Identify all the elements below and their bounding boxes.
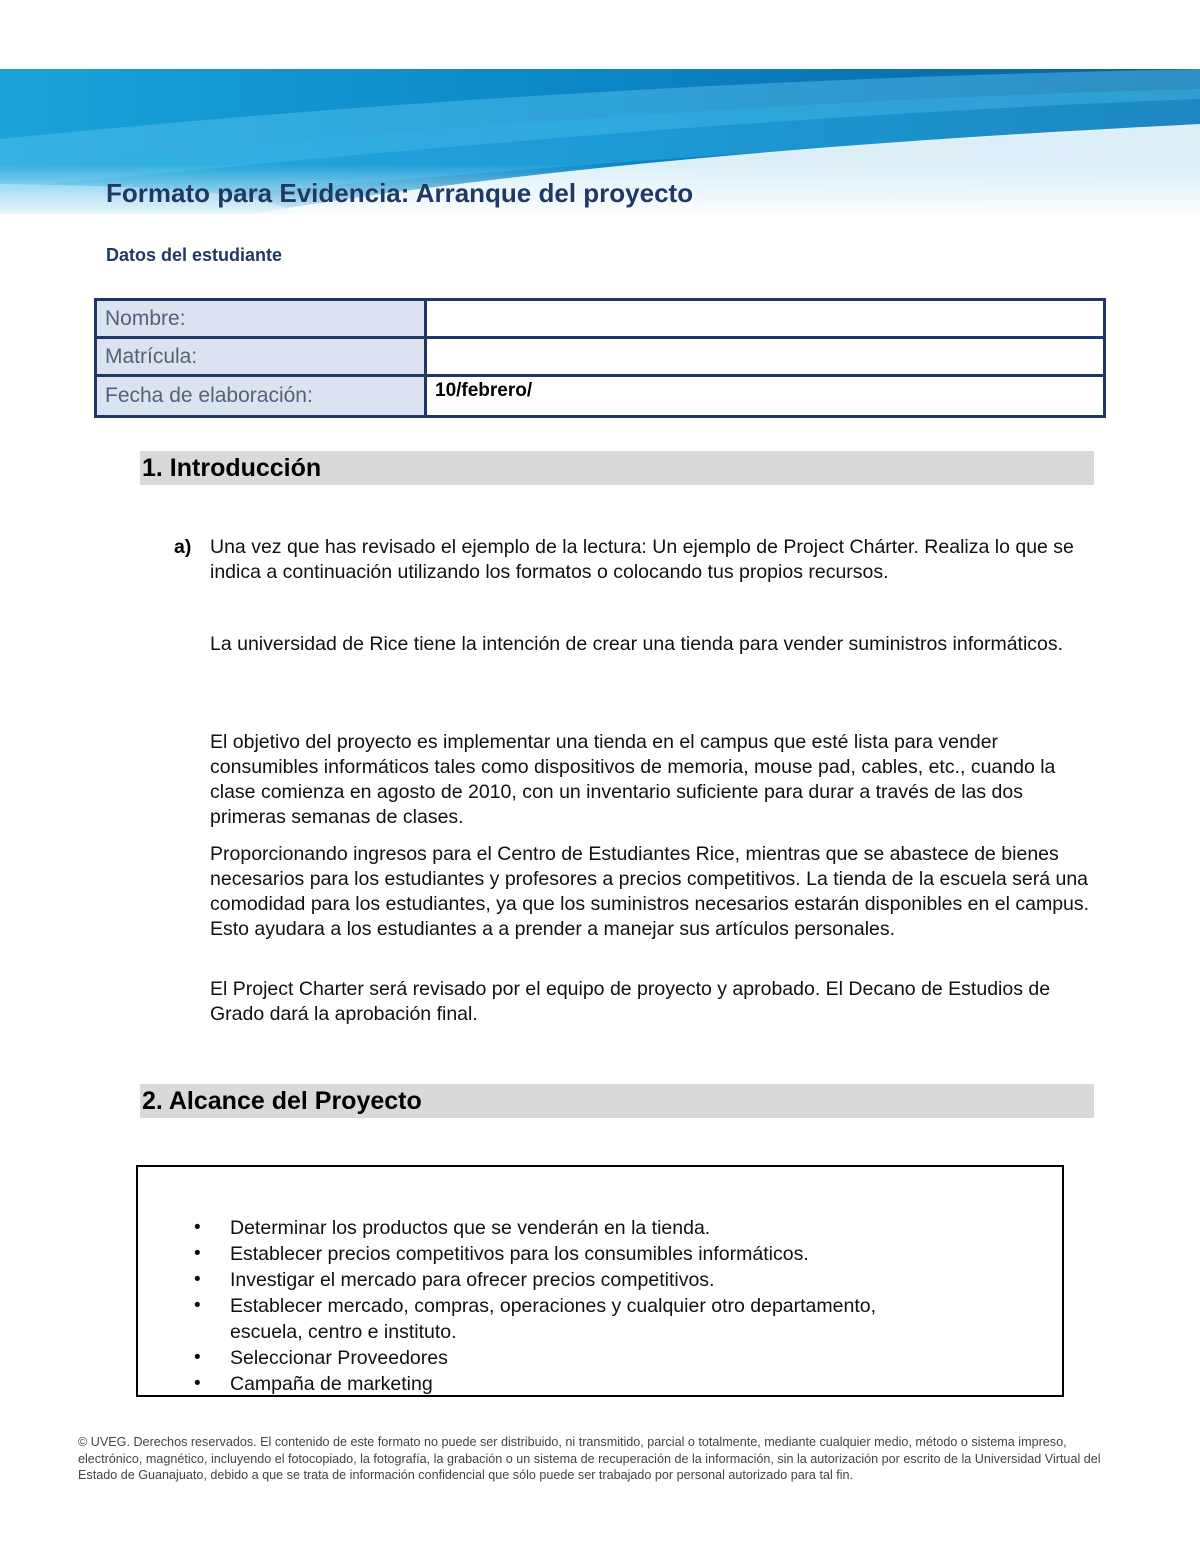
section-heading-scope: 2. Alcance del Proyecto	[140, 1084, 1094, 1118]
table-row	[96, 338, 1105, 376]
name-label: Nombre:	[96, 300, 426, 338]
table-row	[96, 376, 1105, 417]
list-item-text: Investigar el mercado para ofrecer precios competitivos.	[230, 1269, 715, 1291]
date-field[interactable]: 10/febrero/	[426, 376, 1105, 417]
list-item-text: Determinar los productos que se venderán en la tienda.	[230, 1217, 711, 1239]
enrollment-field[interactable]	[426, 338, 1105, 376]
intro-paragraph: La universidad de Rice tiene la intención de crear una tienda para vender suministros informáticos.	[210, 633, 1064, 655]
list-item-text: Establecer mercado, compras, operaciones y cualquier otro departamento, escuela, centro e instituto.	[230, 1295, 877, 1343]
bullet-icon: •	[194, 1347, 201, 1368]
list-item-text: Establecer precios competitivos para los consumibles informáticos.	[230, 1243, 809, 1265]
student-data-heading: Datos del estudiante	[106, 245, 283, 265]
date-label: Fecha de elaboración:	[96, 376, 426, 417]
list-item	[138, 1215, 950, 1241]
section-heading-introduction: 1. Introducción	[140, 451, 1094, 485]
bullet-icon: •	[194, 1295, 201, 1316]
benefits-paragraph: Proporcionando ingresos para el Centro de Estudiantes Rice, mientras que se abastece de bienes necesarios para los estudiantes y profesores a precios competitivos. La tienda de la escuela será una comodidad para los estudiantes, ya que los suministros necesarios estarán disponibles en el campus. Esto ayudara a los estudiantes a a prender a manejar sus artículos personales.	[210, 843, 1090, 940]
list-item-text: Campaña de marketing	[230, 1373, 433, 1395]
enrollment-label: Matrícula:	[96, 338, 426, 376]
list-item	[138, 1267, 950, 1293]
list-item	[138, 1241, 950, 1267]
bullet-icon: •	[194, 1243, 201, 1264]
bullet-icon: •	[194, 1217, 201, 1238]
document-title: Formato para Evidencia: Arranque del proyecto	[106, 178, 694, 208]
approval-paragraph: El Project Charter será revisado por el equipo de proyecto y aprobado. El Decano de Estudios de Grado dará la aprobación final.	[210, 978, 1051, 1025]
item-marker: a)	[174, 536, 192, 558]
table-row	[96, 300, 1105, 338]
scope-box	[136, 1165, 1064, 1397]
objective-paragraph: El objetivo del proyecto es implementar una tienda en el campus que esté lista para vender consumibles informáticos tales como dispositivos de memoria, mouse pad, cables, etc., cuando la clase comienza en agosto de 2010, con un inventario suficiente para durar a través de las dos primeras semanas de clases.	[210, 731, 1056, 828]
student-data-table	[94, 298, 1106, 418]
name-field[interactable]	[426, 300, 1105, 338]
list-item	[138, 1371, 950, 1397]
bullet-icon: •	[194, 1269, 201, 1290]
instruction-paragraph: Una vez que has revisado el ejemplo de la lectura: Un ejemplo de Project Chárter. Realiza lo que se indica a continuación utilizando los formatos o colocando tus propios recursos.	[210, 536, 1074, 583]
copyright-footer: © UVEG. Derechos reservados. El contenido de este formato no puede ser distribuido, ni transmitido, parcial o totalmente, mediante cualquier medio, método o sistema impreso, electrónico, magnético, incluyendo el fotocopiado, la fotografía, la grabación o un sistema de recuperación de la información, sin la autorización por escrito de la Universidad Virtual del Estado de Guanajuato, debido a que se trata de información confidencial que sólo puede ser trabajado por personal autorizado para tal fin.	[78, 1435, 1101, 1482]
list-item-text: Seleccionar Proveedores	[230, 1347, 448, 1369]
bullet-icon: •	[194, 1373, 201, 1394]
scope-list	[138, 1215, 950, 1397]
list-item	[138, 1345, 950, 1371]
list-item	[138, 1293, 950, 1345]
